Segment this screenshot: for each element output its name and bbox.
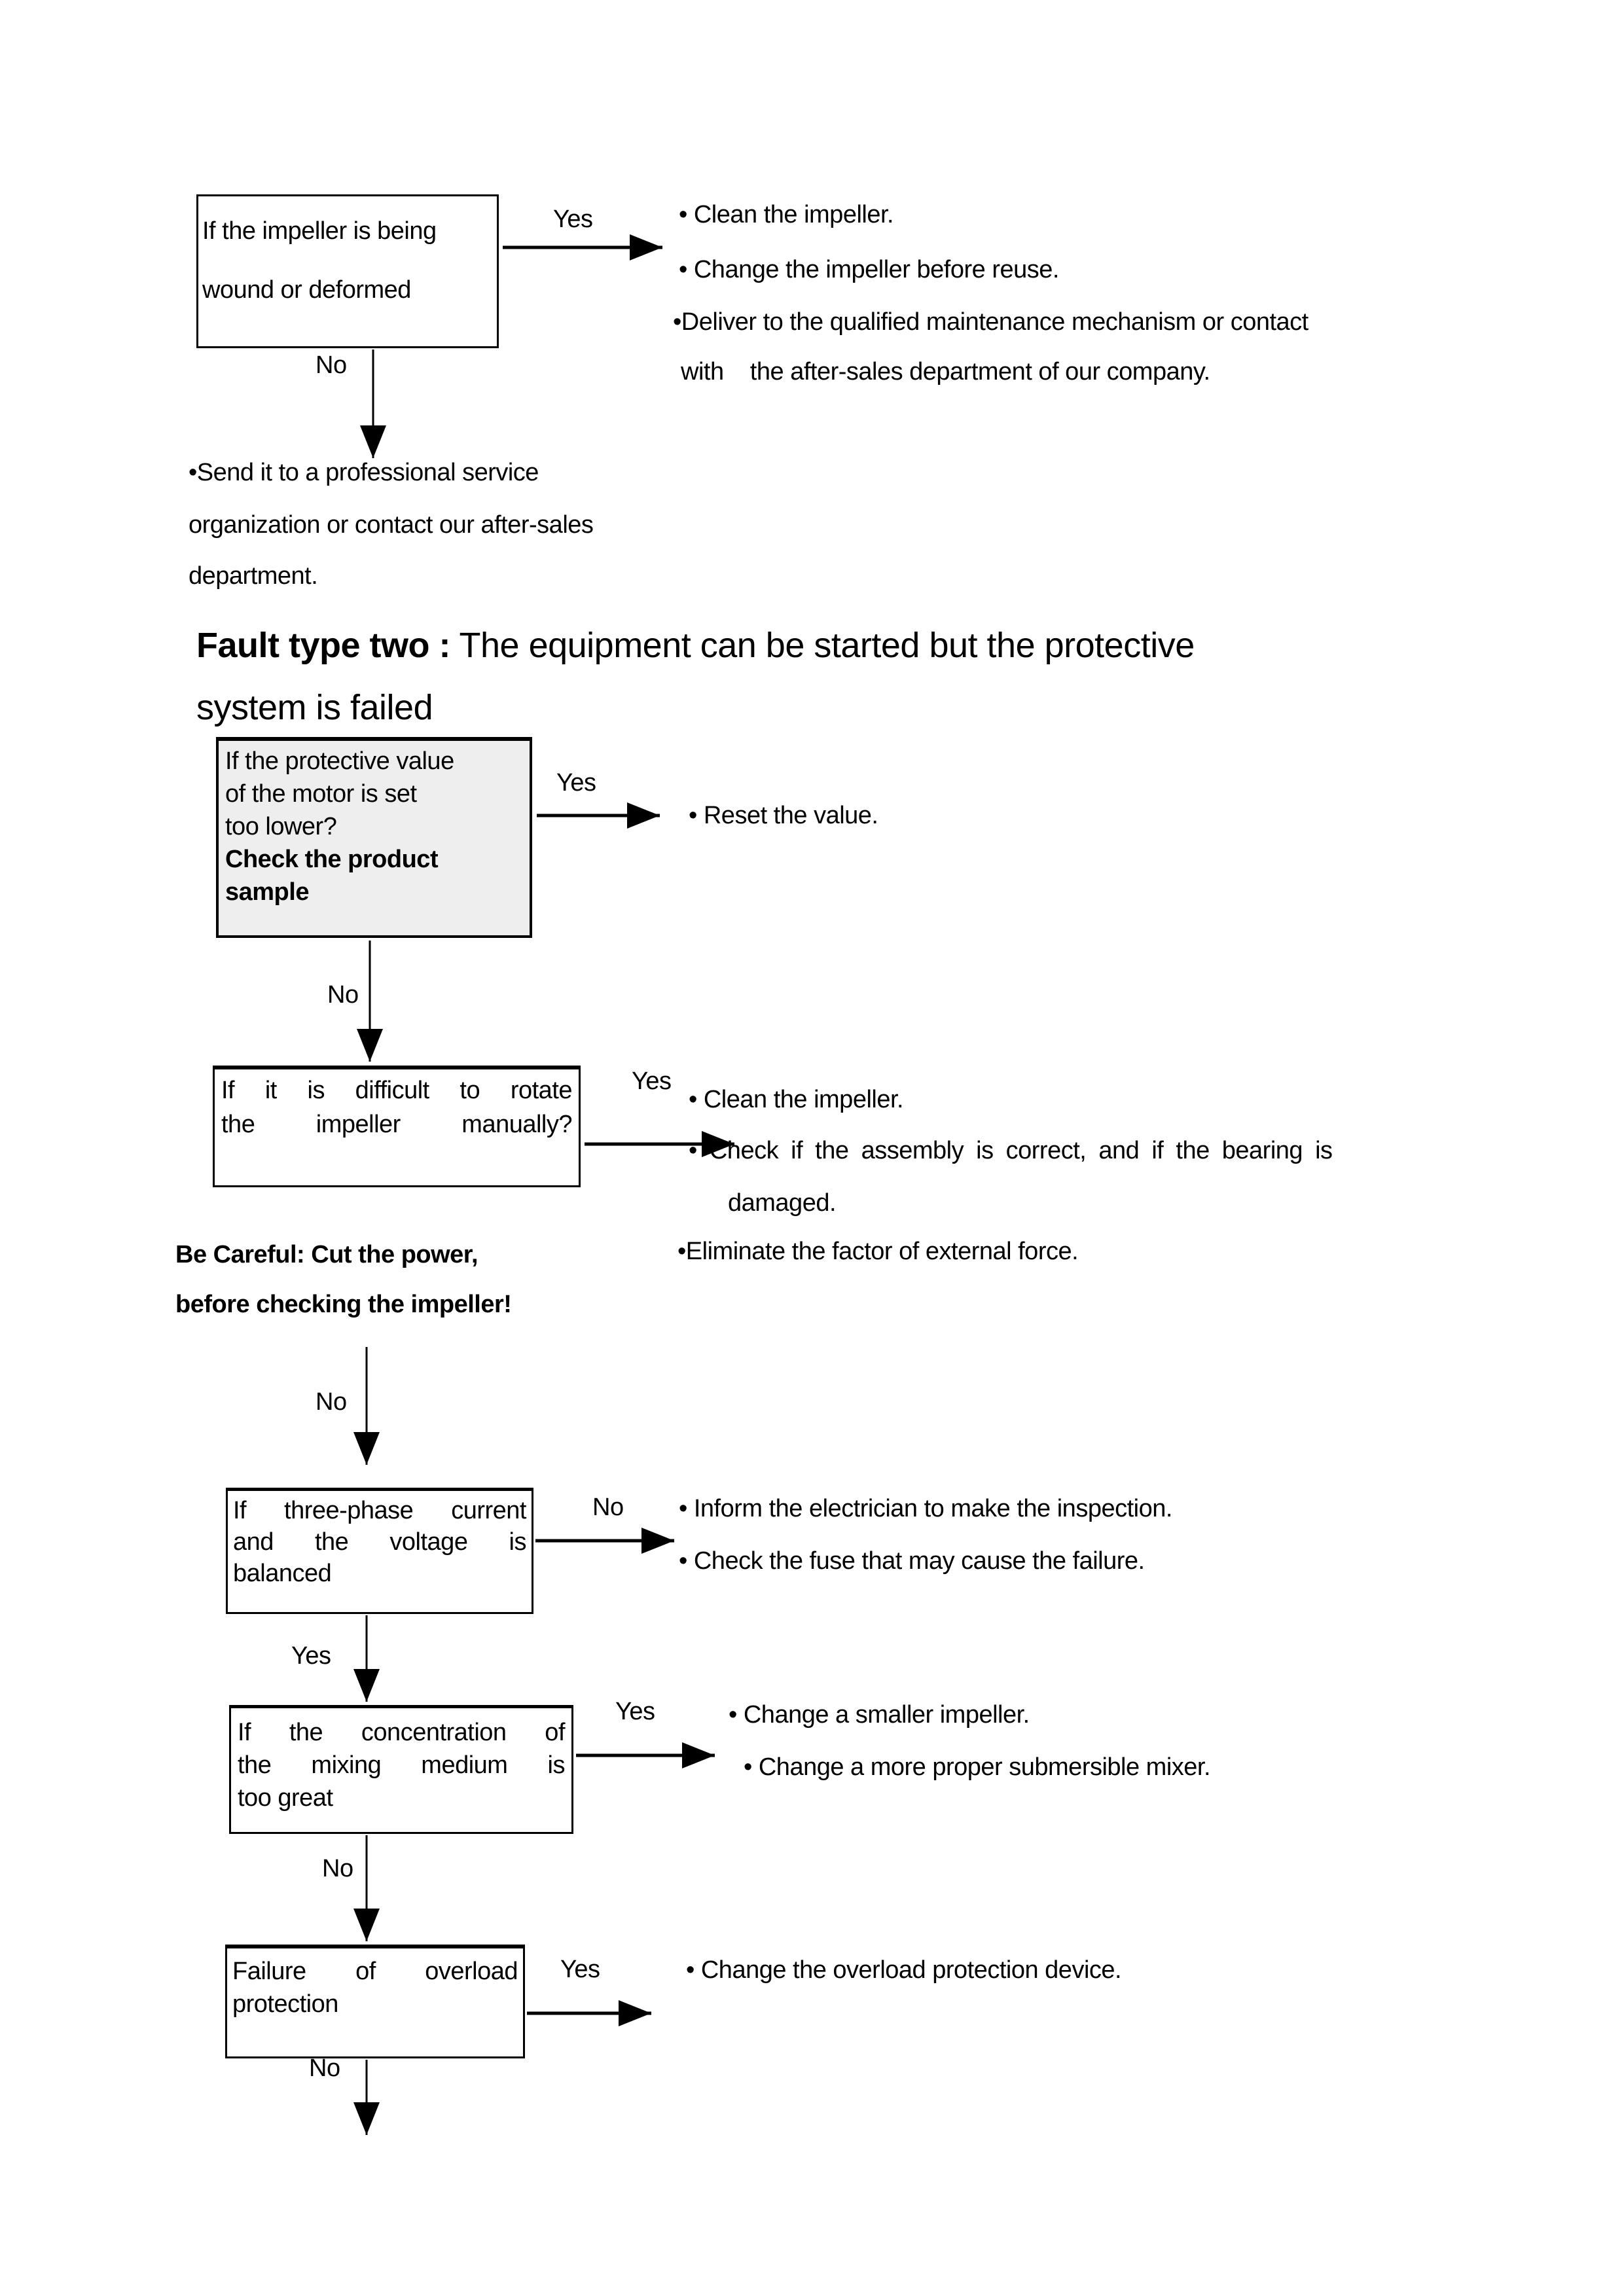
section-heading-bold: Fault type two : bbox=[196, 626, 450, 665]
decision-text-line: Failure of overload bbox=[232, 1958, 518, 1985]
outcome-item: • Change the impeller before reuse. bbox=[679, 256, 1059, 283]
branch-label-yes: Yes bbox=[615, 1698, 655, 1725]
decision-text-line: the impeller manually? bbox=[221, 1111, 572, 1138]
branch-label-yes: Yes bbox=[556, 769, 596, 797]
outcome-item: • Reset the value. bbox=[689, 802, 878, 829]
branch-label-no: No bbox=[322, 1855, 353, 1882]
branch-label-no: No bbox=[327, 981, 359, 1009]
outcome-item: • Inform the electrician to make the inspection. bbox=[679, 1495, 1172, 1522]
decision-text-line: the mixing medium is bbox=[238, 1751, 565, 1779]
outcome-item: •Eliminate the factor of external force. bbox=[677, 1238, 1079, 1265]
outcome-item: • Change a more proper submersible mixer. bbox=[744, 1753, 1211, 1781]
decision-box-overload-protection bbox=[225, 1945, 525, 2058]
branch-label-yes: Yes bbox=[291, 1642, 331, 1670]
decision-text-line: If the concentration of bbox=[238, 1719, 565, 1746]
decision-box-protective-value bbox=[216, 737, 532, 938]
outcome-item: • Change a smaller impeller. bbox=[729, 1701, 1030, 1729]
caution-note-line: before checking the impeller! bbox=[175, 1291, 512, 1318]
decision-text-line: wound or deformed bbox=[202, 276, 411, 304]
section-heading-line1 bbox=[196, 625, 1195, 666]
outcome-item: •Send it to a professional service bbox=[189, 459, 539, 486]
outcome-item-continuation: organization or contact our after-sales bbox=[189, 511, 594, 539]
decision-text-line: balanced bbox=[233, 1560, 332, 1587]
outcome-item: • Change the overload protection device. bbox=[686, 1956, 1122, 1984]
decision-text-line: too lower? bbox=[225, 813, 337, 840]
decision-box-concentration bbox=[229, 1705, 573, 1834]
branch-label-no: No bbox=[316, 1388, 347, 1416]
outcome-item: • Clean the impeller. bbox=[679, 201, 894, 228]
decision-text-line-bold: sample bbox=[225, 878, 309, 906]
branch-label-yes: Yes bbox=[553, 206, 593, 233]
decision-text-line: and the voltage is bbox=[233, 1528, 526, 1556]
decision-box-impeller-wound bbox=[196, 194, 499, 348]
branch-label-no: No bbox=[316, 351, 347, 379]
outcome-item-continuation: department. bbox=[189, 562, 318, 590]
branch-label-no: No bbox=[309, 2054, 340, 2082]
outcome-item: • Check the fuse that may cause the failure. bbox=[679, 1547, 1145, 1575]
branch-label-no: No bbox=[592, 1494, 624, 1521]
decision-text-line: protection bbox=[232, 1990, 338, 2018]
decision-text-line: If three-phase current bbox=[233, 1497, 526, 1524]
outcome-item: • Check if the assembly is correct, and if the bearing is bbox=[689, 1137, 1333, 1164]
decision-text-line: too great bbox=[238, 1784, 333, 1812]
decision-text-line: If the protective value bbox=[225, 747, 454, 775]
outcome-item-continuation: with the after-sales department of our company. bbox=[681, 358, 1210, 386]
decision-text-line: If the impeller is being bbox=[202, 217, 437, 245]
outcome-item: • Clean the impeller. bbox=[689, 1086, 904, 1113]
decision-box-rotate-impeller bbox=[213, 1066, 581, 1187]
outcome-item-continuation: damaged. bbox=[728, 1189, 837, 1217]
caution-note-line: Be Careful: Cut the power, bbox=[175, 1241, 478, 1268]
decision-text-line: of the motor is set bbox=[225, 780, 417, 808]
section-heading-rest: The equipment can be started but the protective bbox=[450, 626, 1195, 665]
decision-text-line: If it is difficult to rotate bbox=[221, 1077, 572, 1104]
outcome-item: •Deliver to the qualified maintenance mechanism or contact bbox=[673, 308, 1308, 336]
decision-box-three-phase bbox=[226, 1488, 533, 1614]
branch-label-yes: Yes bbox=[632, 1067, 672, 1095]
decision-text-line-bold: Check the product bbox=[225, 846, 439, 873]
section-heading-line2: system is failed bbox=[196, 688, 433, 727]
branch-label-yes: Yes bbox=[560, 1956, 600, 1983]
